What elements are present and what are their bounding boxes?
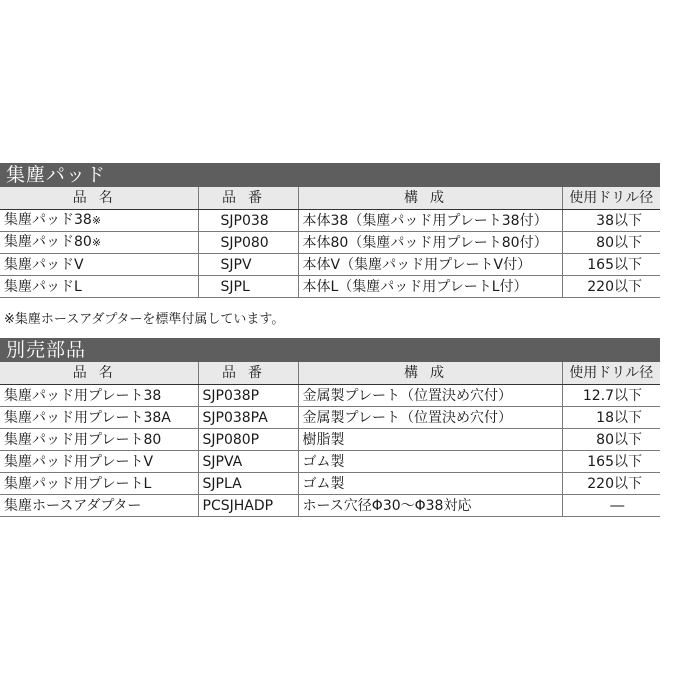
product-code: PCSJHADP bbox=[198, 495, 298, 517]
section-title: 集塵パッド bbox=[0, 163, 660, 187]
drill-diameter: 80以下 bbox=[562, 232, 660, 254]
header-name: 品名 bbox=[0, 187, 198, 210]
composition: ホース穴径Φ30～Φ38対応 bbox=[298, 495, 562, 517]
table-row bbox=[0, 210, 660, 232]
composition: 本体V（集塵パッド用プレートV付） bbox=[298, 254, 562, 276]
table-row bbox=[0, 232, 660, 254]
drill-diameter: 220以下 bbox=[562, 473, 660, 495]
table-row bbox=[0, 385, 660, 407]
drill-diameter: ― bbox=[562, 495, 660, 517]
product-name: 集塵パッド38 bbox=[4, 212, 92, 228]
table-row bbox=[0, 495, 660, 517]
product-code: SJPV bbox=[198, 254, 298, 276]
section-dust-pad bbox=[0, 163, 660, 298]
product-name: 集塵パッド用プレートL bbox=[0, 473, 198, 495]
product-code: SJP080P bbox=[198, 429, 298, 451]
product-code: SJP038PA bbox=[198, 407, 298, 429]
composition: 樹脂製 bbox=[298, 429, 562, 451]
composition: 本体38（集塵パッド用プレート38付） bbox=[298, 210, 562, 232]
composition: 本体80（集塵パッド用プレート80付） bbox=[298, 232, 562, 254]
note-mark: ※ bbox=[91, 236, 102, 249]
product-name: 集塵パッド用プレート80 bbox=[0, 429, 198, 451]
product-code: SJP080 bbox=[198, 232, 298, 254]
product-name: 集塵ホースアダプター bbox=[0, 495, 198, 517]
header-drill: 使用ドリル径 bbox=[562, 362, 660, 385]
composition: ゴム製 bbox=[298, 451, 562, 473]
composition: ゴム製 bbox=[298, 473, 562, 495]
drill-diameter: 12.7以下 bbox=[562, 385, 660, 407]
drill-diameter: 165以下 bbox=[562, 451, 660, 473]
header-composition: 構成 bbox=[298, 362, 562, 385]
table-header-row bbox=[0, 362, 660, 385]
table-row bbox=[0, 276, 660, 298]
optional-parts-table bbox=[0, 362, 660, 517]
header-code: 品番 bbox=[198, 187, 298, 210]
header-drill: 使用ドリル径 bbox=[562, 187, 660, 210]
product-name: 集塵パッド80 bbox=[4, 234, 92, 250]
composition: 金属製プレート（位置決め穴付） bbox=[298, 407, 562, 429]
composition: 金属製プレート（位置決め穴付） bbox=[298, 385, 562, 407]
drill-diameter: 18以下 bbox=[562, 407, 660, 429]
product-name: 集塵パッド用プレート38A bbox=[0, 407, 198, 429]
header-code: 品番 bbox=[198, 362, 298, 385]
table-header-row bbox=[0, 187, 660, 210]
composition: 本体L（集塵パッド用プレートL付） bbox=[298, 276, 562, 298]
dust-pad-table bbox=[0, 187, 660, 298]
product-name: 集塵パッドL bbox=[4, 278, 82, 295]
table-row bbox=[0, 451, 660, 473]
drill-diameter: 38以下 bbox=[562, 210, 660, 232]
product-code: SJP038 bbox=[198, 210, 298, 232]
note-mark: ※ bbox=[91, 214, 102, 227]
product-code: SJP038P bbox=[198, 385, 298, 407]
section-title: 別売部品 bbox=[0, 338, 660, 362]
drill-diameter: 220以下 bbox=[562, 276, 660, 298]
product-name: 集塵パッド用プレートV bbox=[0, 451, 198, 473]
product-code: SJPL bbox=[198, 276, 298, 298]
table-row bbox=[0, 407, 660, 429]
table-row bbox=[0, 254, 660, 276]
header-composition: 構成 bbox=[298, 187, 562, 210]
product-name: 集塵パッド用プレート38 bbox=[0, 385, 198, 407]
drill-diameter: 80以下 bbox=[562, 429, 660, 451]
footnote: ※集塵ホースアダプターを標準付属しています。 bbox=[4, 312, 285, 327]
drill-diameter: 165以下 bbox=[562, 254, 660, 276]
product-code: SJPVA bbox=[198, 451, 298, 473]
product-name: 集塵パッドV bbox=[4, 256, 84, 273]
header-name: 品名 bbox=[0, 362, 198, 385]
section-optional-parts bbox=[0, 338, 660, 517]
product-code: SJPLA bbox=[198, 473, 298, 495]
table-row bbox=[0, 429, 660, 451]
table-row bbox=[0, 473, 660, 495]
